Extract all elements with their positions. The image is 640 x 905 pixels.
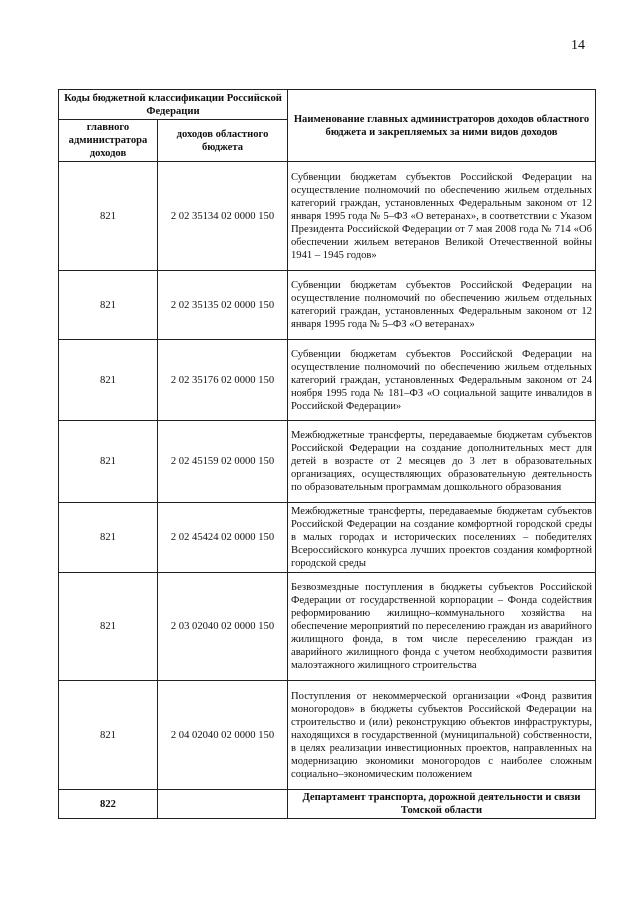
- income-code-cell: 2 02 45159 02 0000 150: [158, 421, 288, 503]
- admin-code-cell: 821: [59, 573, 158, 681]
- income-name-cell: Субвенции бюджетам субъектов Российской Федерации на осуществление полномочий по обеспечению жильем отдельных категорий граждан, установленных Федеральным законом от 12 января 1995 года № 5–ФЗ «О ветеранах», в соответствии с Указом Президента Российской Федерации от 7 мая 2008 года № 714 «Об обеспечении жильем ветеранов Великой Отечественной войны 1941 – 1945 годов»: [288, 162, 596, 271]
- admin-code-cell: 821: [59, 271, 158, 340]
- income-name-cell: Субвенции бюджетам субъектов Российской Федерации на осуществление полномочий по обеспечению жильем отдельных категорий граждан, установленных Федеральным законом от 12 января 1995 года № 5–ФЗ «О ветеранах»: [288, 271, 596, 340]
- income-name-cell: Межбюджетные трансферты, передаваемые бюджетам субъектов Российской Федерации на создание комфортной городской среды в малых городах и исторических поселениях – победителях Всероссийского конкурса лучших проектов создания комфортной городской среды: [288, 503, 596, 573]
- income-code-cell: 2 02 35135 02 0000 150: [158, 271, 288, 340]
- income-code-cell: 2 02 35176 02 0000 150: [158, 340, 288, 421]
- department-row: [59, 790, 596, 819]
- admin-code-cell: 821: [59, 162, 158, 271]
- income-code-cell: 2 03 02040 02 0000 150: [158, 573, 288, 681]
- table-row: [59, 162, 596, 271]
- income-name-cell: Поступления от некоммерческой организации «Фонд развития моногородов» в бюджеты субъектов Российской Федерации на строительство и (или) реконструкцию объектов инфраструктуры, находящихся в государственной (муниципальной) собственности, в целях реализации инвестиционных проектов, направленных на модернизацию экономики моногородов с наиболее сложным социально–экономическим положением: [288, 681, 596, 790]
- table-row: [59, 573, 596, 681]
- department-admin-code: 822: [59, 790, 158, 819]
- header-main-admin: главного администратора доходов: [59, 120, 158, 162]
- department-name: Департамент транспорта, дорожной деятельности и связи Томской области: [288, 790, 596, 819]
- income-name-cell: Безвозмездные поступления в бюджеты субъектов Российской Федерации от государственной корпорации – Фонда содействия реформированию жилищно–коммунального хозяйства на обеспечение мероприятий по переселению граждан из аварийного жилищного фонда, в том числе переселению граждан из аварийного жилищного фонда с учетом необходимости развития малоэтажного жилищного строительства: [288, 573, 596, 681]
- admin-code-cell: 821: [59, 340, 158, 421]
- income-code-cell: 2 02 45424 02 0000 150: [158, 503, 288, 573]
- admin-code-cell: 821: [59, 681, 158, 790]
- table-row: [59, 681, 596, 790]
- department-income-code: [158, 790, 288, 819]
- income-code-cell: 2 04 02040 02 0000 150: [158, 681, 288, 790]
- header-income-code: доходов областного бюджета: [158, 120, 288, 162]
- admin-code-cell: 821: [59, 503, 158, 573]
- admin-code-cell: 821: [59, 421, 158, 503]
- income-name-cell: Субвенции бюджетам субъектов Российской Федерации на осуществление полномочий по обеспечению жильем отдельных категорий граждан, установленных Федеральным законом от 24 ноября 1995 года № 181–ФЗ «О социальной защите инвалидов в Российской Федерации»: [288, 340, 596, 421]
- header-admin-name: Наименование главных администраторов доходов областного бюджета и закрепляемых за ними видов доходов: [288, 90, 596, 162]
- budget-classification-table: [58, 89, 596, 819]
- header-row-top: [59, 90, 596, 120]
- table-row: [59, 503, 596, 573]
- page-number: 14: [571, 38, 585, 53]
- income-name-cell: Межбюджетные трансферты, передаваемые бюджетам субъектов Российской Федерации на создание дополнительных мест для детей в возрасте от 2 месяцев до 3 лет в образовательных организациях, осуществляющих образовательную деятельность по образовательным программам дошкольного образования: [288, 421, 596, 503]
- income-code-cell: 2 02 35134 02 0000 150: [158, 162, 288, 271]
- table-row: [59, 421, 596, 503]
- header-codes-group: Коды бюджетной классификации Российской Федерации: [59, 90, 288, 120]
- table-row: [59, 340, 596, 421]
- table-row: [59, 271, 596, 340]
